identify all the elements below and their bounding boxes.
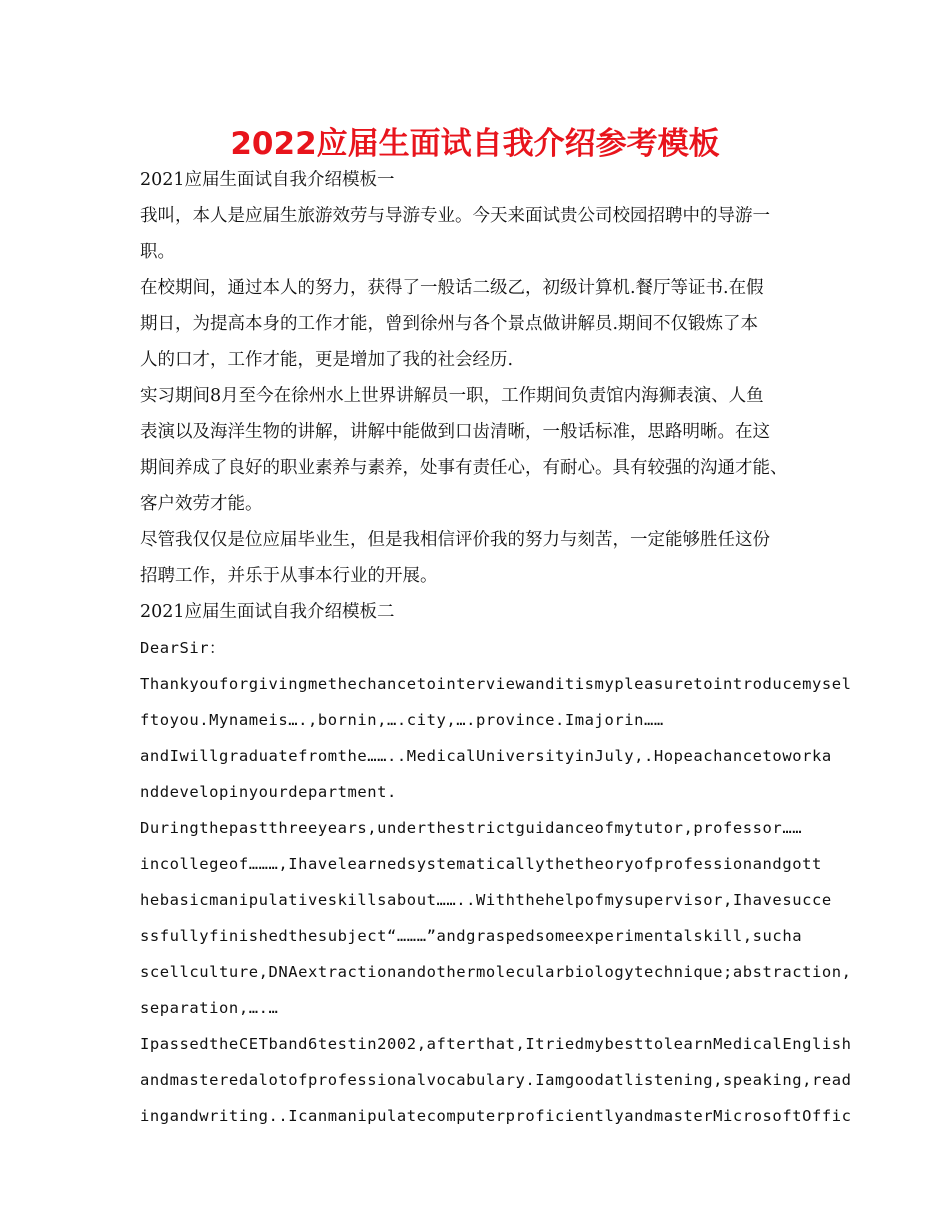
paragraph-line: 人的口才，工作才能，更是增加了我的社会经历. bbox=[140, 350, 514, 370]
paragraph-line: 我叫，本人是应届生旅游效劳与导游专业。今天来面试贵公司校园招聘中的导游一 bbox=[140, 206, 770, 226]
english-paragraph-line: Thankyouforgivingmethechancetointerviewanditismypleasuretointroducemysel bbox=[140, 675, 852, 693]
english-paragraph-line: incollegeof………,Ihavelearnedsystematicallythetheoryofprofessionandgott bbox=[140, 855, 822, 873]
english-paragraph-line: ingandwriting..IcanmanipulatecomputerproficientlyandmasterMicrosoftOffic bbox=[140, 1107, 852, 1125]
english-paragraph-line: nddevelopinyourdepartment. bbox=[140, 783, 397, 801]
english-paragraph-line: andIwillgraduatefromthe……..MedicalUniversityinJuly,.Hopeachancetoworka bbox=[140, 747, 832, 765]
paragraph-line: 期日，为提高本身的工作才能，曾到徐州与各个景点做讲解员.期间不仅锻炼了本 bbox=[140, 314, 759, 334]
document-title: 2022应届生面试自我介绍参考模板 bbox=[230, 126, 720, 162]
english-paragraph-line: hebasicmanipulativeskillsabout……..Withthehelpofmysupervisor,Ihavesucce bbox=[140, 891, 832, 909]
paragraph-line: 职。 bbox=[140, 242, 175, 262]
salutation-line: DearSir： bbox=[140, 639, 226, 657]
paragraph-line: 招聘工作，并乐于从事本行业的开展。 bbox=[140, 566, 438, 586]
paragraph-line: 期间养成了良好的职业素养与素养，处事有责任心，有耐心。具有较强的沟通才能、 bbox=[140, 458, 788, 478]
english-paragraph-line: ssfullyfinishedthesubject“………”andgraspedsomeexperimentalskill,sucha bbox=[140, 927, 803, 945]
paragraph-line: 客户效劳才能。 bbox=[140, 494, 263, 514]
paragraph-line: 在校期间，通过本人的努力，获得了一般话二级乙，初级计算机.餐厅等证书.在假 bbox=[140, 278, 764, 298]
section-heading-template-two: 2021应届生面试自我介绍模板二 bbox=[140, 602, 395, 622]
section-heading-template-one: 2021应届生面试自我介绍模板一 bbox=[140, 170, 395, 190]
english-paragraph-line: scellculture,DNAextractionandothermolecularbiologytechnique;abstraction, bbox=[140, 963, 852, 981]
document-body bbox=[140, 162, 852, 1134]
paragraph-line: 尽管我仅仅是位应届毕业生，但是我相信评价我的努力与刻苦，一定能够胜任这份 bbox=[140, 530, 770, 550]
english-paragraph-line: separation,….… bbox=[140, 999, 279, 1017]
english-paragraph-line: IpassedtheCETband6testin2002,afterthat,ItriedmybesttolearnMedicalEnglish bbox=[140, 1035, 852, 1053]
paragraph-line: 实习期间8月至今在徐州水上世界讲解员一职，工作期间负责馆内海狮表演、人鱼 bbox=[140, 386, 764, 406]
english-paragraph-line: andmasteredalotofprofessionalvocabulary.Iamgoodatlistening,speaking,read bbox=[140, 1071, 852, 1089]
english-paragraph-line: ftoyou.Mynameis….,bornin,….city,….province.Imajorin…… bbox=[140, 711, 664, 729]
paragraph-line: 表演以及海洋生物的讲解，讲解中能做到口齿清晰，一般话标准，思路明晰。在这 bbox=[140, 422, 770, 442]
english-paragraph-line: Duringthepastthreeyears,underthestrictguidanceofmytutor,professor…… bbox=[140, 819, 803, 837]
